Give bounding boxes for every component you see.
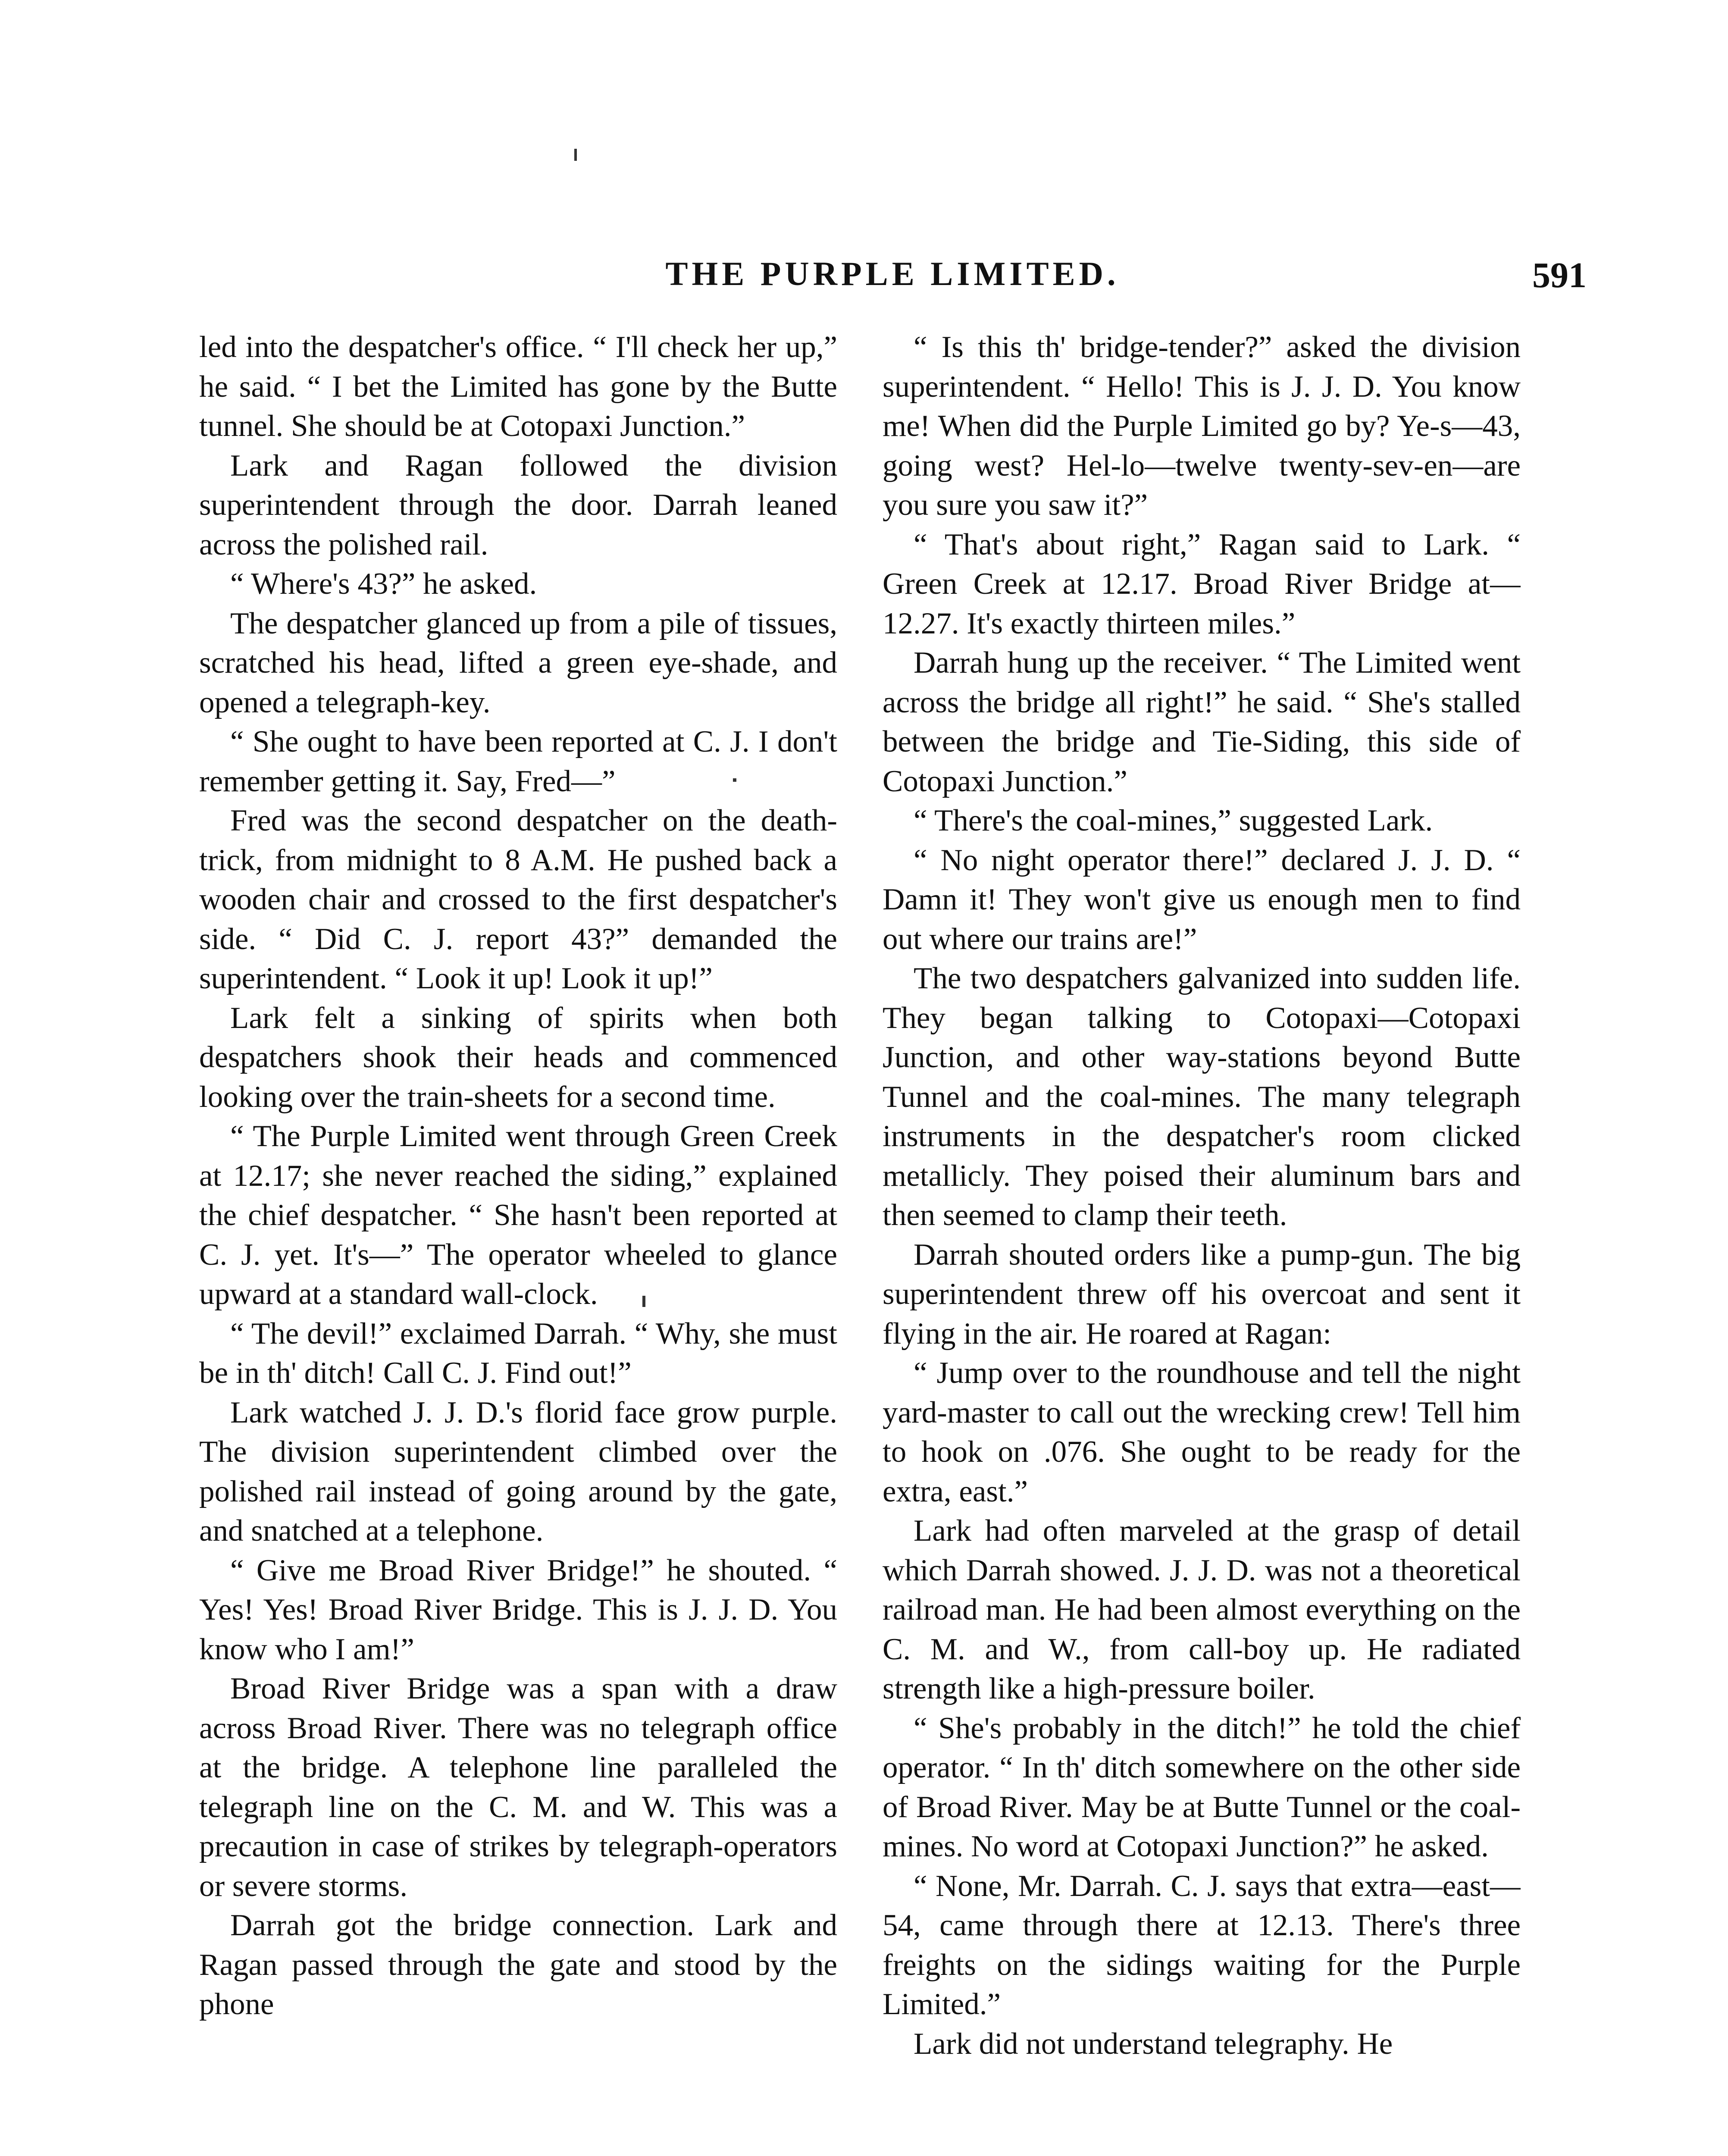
paragraph: Darrah hung up the receiver. “ The Limited went across the bridge all right!” he said. “ She's stalled between the bridge and Tie-Siding, this side of Cotopaxi Junction.” <box>883 646 1521 798</box>
running-header <box>198 254 1587 310</box>
paragraph: Broad River Bridge was a span with a draw across Broad River. There was no telegraph office at the bridge. A telephone line paralleled the telegraph line on the C. M. and W. This was a precaution in case of strikes by telegraph-operators or severe storms. <box>199 1672 837 1903</box>
print-speck <box>574 149 577 161</box>
paragraph: The two despatchers galvanized into sudden life. They began talking to Cotopaxi—Cotopaxi Junction, and other way-stations beyond Butte Tunnel and the coal-mines. The many telegraph instruments in the despatcher's room clicked metallicly. They poised their aluminum bars and then seemed to clamp their teeth. <box>883 962 1521 1232</box>
page-number: 591 <box>1532 255 1587 295</box>
paragraph: “ She's probably in the ditch!” he told the chief operator. “ In th' ditch somewhere on the other side of Broad River. May be at Butte Tunnel or the coal-mines. No word at Cotopaxi Junction?” he asked. <box>883 1711 1521 1863</box>
paragraph: Lark watched J. J. D.'s florid face grow purple. The division superintendent climbed over the polished rail instead of going around by the gate, and snatched at a telephone. <box>199 1395 837 1548</box>
paragraph: Lark and Ragan followed the division superintendent through the door. Darrah leaned across the polished rail. <box>199 448 837 561</box>
paragraph: “ There's the coal-mines,” suggested Lark. <box>914 804 1433 837</box>
paragraph: The despatcher glanced up from a pile of tissues, scratched his head, lifted a green eye-shade, and opened a telegraph-key. <box>199 606 837 719</box>
running-title: THE PURPLE LIMITED. <box>665 255 1120 292</box>
paragraph: Lark felt a sinking of spirits when both despatchers shook their heads and commenced looking over the train-sheets for a second time. <box>199 1001 837 1114</box>
paragraph: “ None, Mr. Darrah. C. J. says that extra—east—54, came through there at 12.13. There's three freights on the sidings waiting for the Purple Limited.” <box>883 1869 1521 2021</box>
paragraph: “ Give me Broad River Bridge!” he shouted. “ Yes! Yes! Broad River Bridge. This is J. J. D. You know who I am!” <box>199 1553 837 1666</box>
paragraph: “ Is this th' bridge-tender?” asked the division superintendent. “ Hello! This is J. J. D. You know me! When did the Purple Limited go by? Ye-s—43, going west? Hel-lo—twelve twenty-sev-en—are you sure you saw it?” <box>883 330 1521 522</box>
paragraph: led into the despatcher's office. “ I'll check her up,” he said. “ I bet the Limited has gone by the Butte tunnel. She should be at Cotopaxi Junction.” <box>199 330 837 443</box>
paragraph: Lark did not understand telegraphy. He <box>914 2027 1393 2061</box>
right-column <box>883 328 1521 2156</box>
paragraph: Fred was the second despatcher on the death-trick, from midnight to 8 A.M. He pushed back a wooden chair and crossed to the first despatcher's side. “ Did C. J. report 43?” demanded the superintendent. “ Look it up! Look it up!” <box>199 804 837 995</box>
paragraph: Darrah got the bridge connection. Lark and Ragan passed through the gate and stood by the phone <box>199 1908 837 2021</box>
paragraph: “ The Purple Limited went through Green Creek at 12.17; she never reached the siding,” explained the chief despatcher. “ She hasn't been reported at C. J. yet. It's—” The operator wheeled to glance upward at a standard wall-clock. <box>199 1119 837 1311</box>
paragraph: Lark had often marveled at the grasp of detail which Darrah showed. J. J. D. was not a theoretical railroad man. He had been almost everything on the C. M. and W., from call-boy up. He radiated strength like a high-pressure boiler. <box>883 1514 1521 1705</box>
paragraph: “ No night operator there!” declared J. J. D. “ Damn it! They won't give us enough men to find out where our trains are!” <box>883 843 1521 956</box>
left-column <box>199 328 837 2156</box>
paragraph: “ That's about right,” Ragan said to Lark. “ Green Creek at 12.17. Broad River Bridge at—12.27. It's exactly thirteen miles.” <box>883 527 1521 640</box>
paragraph: Darrah shouted orders like a pump-gun. The big superintendent threw off his overcoat and sent it flying in the air. He roared at Ragan: <box>883 1238 1521 1351</box>
paragraph: “ Where's 43?” he asked. <box>230 567 537 601</box>
paragraph: “ Jump over to the roundhouse and tell the night yard-master to call out the wrecking crew! Tell him to hook on .076. She ought to be ready for the extra, east.” <box>883 1356 1521 1508</box>
paragraph: “ The devil!” exclaimed Darrah. “ Why, she must be in th' ditch! Call C. J. Find out!” <box>199 1316 837 1390</box>
paragraph: “ She ought to have been reported at C. J. I don't remember getting it. Say, Fred—” <box>199 725 837 798</box>
